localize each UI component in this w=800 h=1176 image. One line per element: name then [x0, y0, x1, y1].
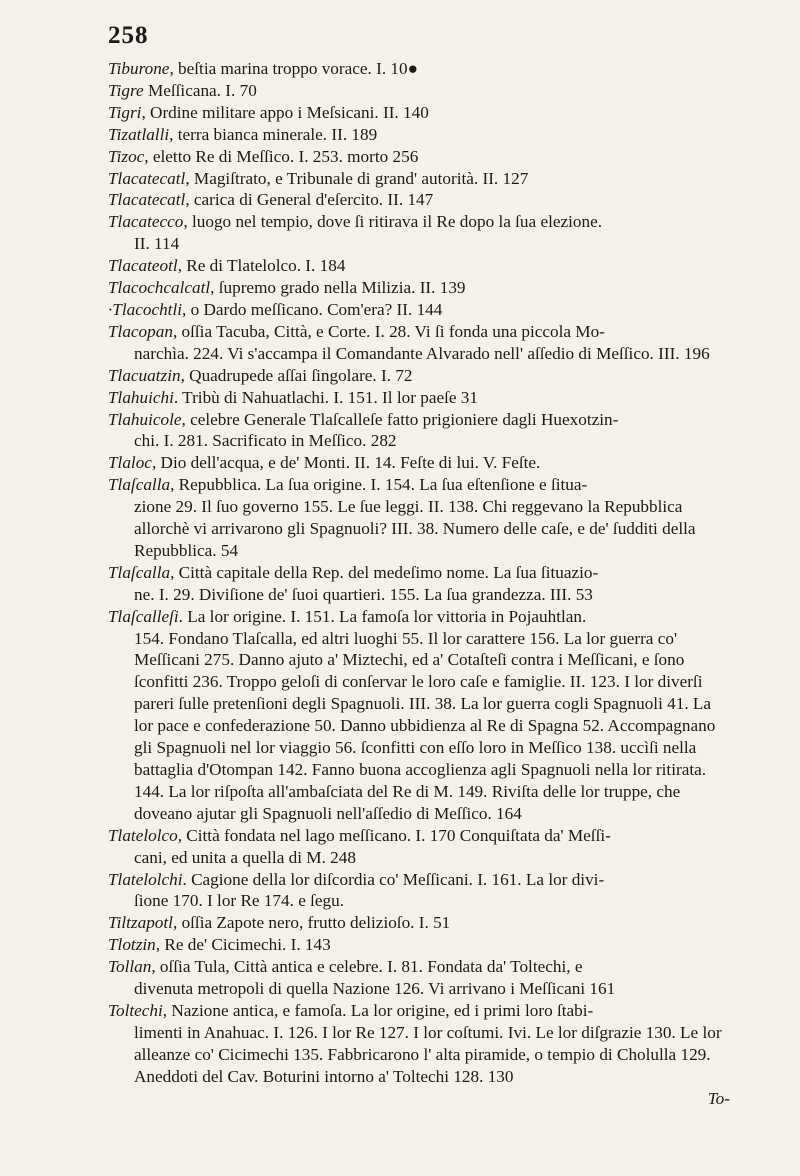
entry-text: , Re de' Cicimechi. I. 143	[155, 935, 331, 955]
entry-text: , Re di Tlatelolco. I. 184	[177, 256, 346, 276]
entry-continuation: ne. I. 29. Diviſione de' ſuoi quartieri. 155. La ſua grandezza. III. 53	[134, 584, 593, 604]
index-entry	[108, 58, 730, 80]
index-entry	[108, 124, 730, 146]
entry-headword: Tollan	[108, 957, 152, 977]
entry-continuation: 154. Fondano Tlaſcalla, ed altri luoghi 55. Il lor carattere 156. La lor guerra co' Meſſicani 275. Danno ajuto a' Miztechi, ed a' Cotaſteſi contra i Meſſicani, e ſono ſconfitti 236. Troppo geloſi di conſervar le loro caſe e famiglie. II. 123. I lor diverſi pareri ſulle pretenſioni degli Spagnuoli. III. 38. La lor guerra cogli Spagnuoli 41. La lor pace e confederazione 50. Danno ubbidienza al Re di Spagna 52. Accompagnano gli Spagnuoli nel lor viaggio 56. ſconfitti con eſſo loro in Meſſico 138. uccìſi nella battaglia d'Otompan 142. Fanno buona accoglienza agli Spagnuoli nella lor ritirata. 144. La lor riſpoſta all'ambaſciata del Re di M. 149. Riviſta delle lor truppe, che doveano ajutar gli Spagnuoli nell'aſſedio di Meſſico. 164	[134, 628, 716, 823]
entry-text: , ſupremo grado nella Milizia. II. 139	[210, 278, 466, 298]
entry-text: , Città fondata nel lago meſſicano. I. 170 Conquiſtata da' Meſſi-	[177, 825, 611, 845]
index-entry	[108, 211, 730, 255]
index-entry	[108, 277, 730, 299]
index-entry	[108, 562, 730, 606]
entry-headword: Tlahuichi	[108, 387, 174, 407]
entry-headword: Tlacochcalcatl	[108, 278, 211, 298]
entry-headword: Tlacuatzin	[108, 365, 181, 385]
entry-text: , o Dardo meſſicano. Com'era? II. 144	[182, 299, 443, 319]
entry-text: , eletto Re di Meſſico. I. 253. morto 256	[144, 146, 419, 166]
entry-continuation: chi. I. 281. Sacrificato in Meſſico. 282	[134, 431, 397, 451]
entry-text: , Ordine militare appo i Meſsicani. II. 140	[141, 102, 429, 122]
index-entry	[108, 299, 730, 321]
index-entry	[108, 869, 730, 913]
entry-text: , oſſia Zapote nero, frutto delizioſo. I. 51	[172, 913, 451, 933]
entry-headword: Tlacateotl	[108, 256, 178, 276]
entry-headword: Tlatelolco	[108, 825, 178, 845]
entry-headword: Tiburone	[108, 59, 170, 78]
index-entry	[108, 387, 730, 409]
entry-headword: Tlacatecatl	[108, 168, 186, 188]
entry-text: , terra bianca minerale. II. 189	[169, 124, 378, 144]
catchword: To-	[707, 1088, 730, 1108]
entry-headword: Tlaſcalleſi	[108, 606, 179, 626]
entry-text: , Repubblica. La ſua origine. I. 154. La ſua eſtenſione e ſitua-	[170, 475, 588, 495]
index-entry	[108, 80, 730, 102]
entry-headword: ·Tlacochtli	[108, 299, 182, 319]
index-entry	[108, 409, 730, 453]
entry-text: , oſſia Tula, Città antica e celebre. I. 81. Fondata da' Toltechi, e	[151, 957, 583, 977]
index-entry	[108, 102, 730, 124]
entry-text: , oſſia Tacuba, Città, e Corte. I. 28. Vi ſi fonda una piccola Mo-	[172, 321, 605, 341]
entry-text: , Magiſtrato, e Tribunale di grand' autorità. II. 127	[185, 168, 529, 188]
entry-headword: Tlaloc	[108, 453, 152, 473]
entry-headword: Tlaſcalla	[108, 562, 171, 582]
entry-headword: Tigri	[108, 102, 142, 122]
entry-headword: Tlaſcalla	[108, 475, 171, 495]
entry-headword: Tizoc	[108, 146, 145, 166]
entry-text: , Dio dell'acqua, e de' Monti. II. 14. Feſte di lui. V. Feſte.	[151, 453, 541, 473]
entry-headword: Tlacatecatl	[108, 190, 186, 210]
entry-headword: Tlacopan	[108, 321, 173, 341]
entry-text: . La lor origine. I. 151. La famoſa lor vittoria in Pojauhtlan.	[178, 606, 587, 626]
entry-headword: Tigre	[108, 80, 144, 100]
entry-text: , Città capitale della Rep. del medeſimo nome. La ſua ſituazio-	[170, 562, 599, 582]
entry-headword: Tiltzapotl	[108, 913, 173, 933]
entry-continuation: ſione 170. I lor Re 174. e ſegu.	[134, 891, 345, 911]
entry-continuation: cani, ed unita a quella di M. 248	[134, 847, 356, 867]
entry-text: Meſſicana. I. 70	[143, 80, 257, 100]
entry-text: , beſtia marina troppo vorace. I. 10●	[169, 59, 418, 78]
index-entries	[108, 58, 730, 1108]
index-entry	[108, 934, 730, 956]
entry-text: , carica di General d'eſercito. II. 147	[185, 190, 434, 210]
entry-text: . Tribù di Nahuatlachi. I. 151. Il lor paeſe 31	[173, 387, 478, 407]
entry-continuation: zione 29. Il ſuo governo 155. Le ſue leggi. II. 138. Chi reggevano la Repubblica allorchè vi arrivarono gli Spagnuoli? III. 38. Numero delle caſe, e de' ſudditi della Repubblica. 54	[134, 497, 696, 560]
index-entry	[108, 474, 730, 562]
entry-continuation: narchìa. 224. Vi s'accampa il Comandante Alvarado nell' aſſedio di Meſſico. III. 196	[134, 343, 710, 363]
index-entry	[108, 606, 730, 825]
entry-continuation: limenti in Anahuac. I. 126. I lor Re 127. I lor coſtumi. Ivi. Le lor diſgrazie 130. Le lor alleanze co' Cicimechi 135. Fabbricarono l' alta piramide, o tempio di Cholulla 129. Aneddoti del Cav. Boturini intorno a' Toltechi 128. 130	[134, 1022, 722, 1086]
index-entry	[108, 321, 730, 365]
entry-headword: Tlacatecco	[108, 212, 184, 232]
entry-continuation: II. 114	[134, 234, 180, 254]
index-entry	[108, 365, 730, 387]
entry-headword: Tlahuicole	[108, 409, 182, 429]
page-number: 258	[108, 22, 149, 49]
entry-text: . Cagione della lor diſcordia co' Meſſicani. I. 161. La lor divi-	[182, 869, 605, 889]
entry-headword: Tlotzin	[108, 935, 156, 955]
index-entry	[108, 956, 730, 1000]
index-entry	[108, 168, 730, 190]
entry-text: , Nazione antica, e famoſa. La lor origine, ed i primi loro ſtabi-	[162, 1000, 594, 1020]
index-entry	[108, 825, 730, 869]
index-entry	[108, 255, 730, 277]
index-entry	[108, 912, 730, 934]
entry-continuation: divenuta metropoli di quella Nazione 126. Vi arrivano i Meſſicani 161	[134, 979, 616, 999]
entry-headword: Toltechi	[108, 1000, 163, 1020]
entry-text: , Quadrupede aſſai ſingolare. I. 72	[180, 365, 413, 385]
entry-text: , celebre Generale Tlaſcalleſe fatto prigioniere dagli Huexotzin-	[181, 409, 619, 429]
entry-headword: Tlatelolchi	[108, 869, 183, 889]
index-entry	[108, 189, 730, 211]
entry-text: , luogo nel tempio, dove ſi ritirava il Re dopo la ſua elezione.	[183, 212, 602, 232]
index-entry	[108, 452, 730, 474]
index-entry	[108, 1000, 730, 1108]
index-entry	[108, 146, 730, 168]
entry-headword: Tizatlalli	[108, 124, 170, 144]
